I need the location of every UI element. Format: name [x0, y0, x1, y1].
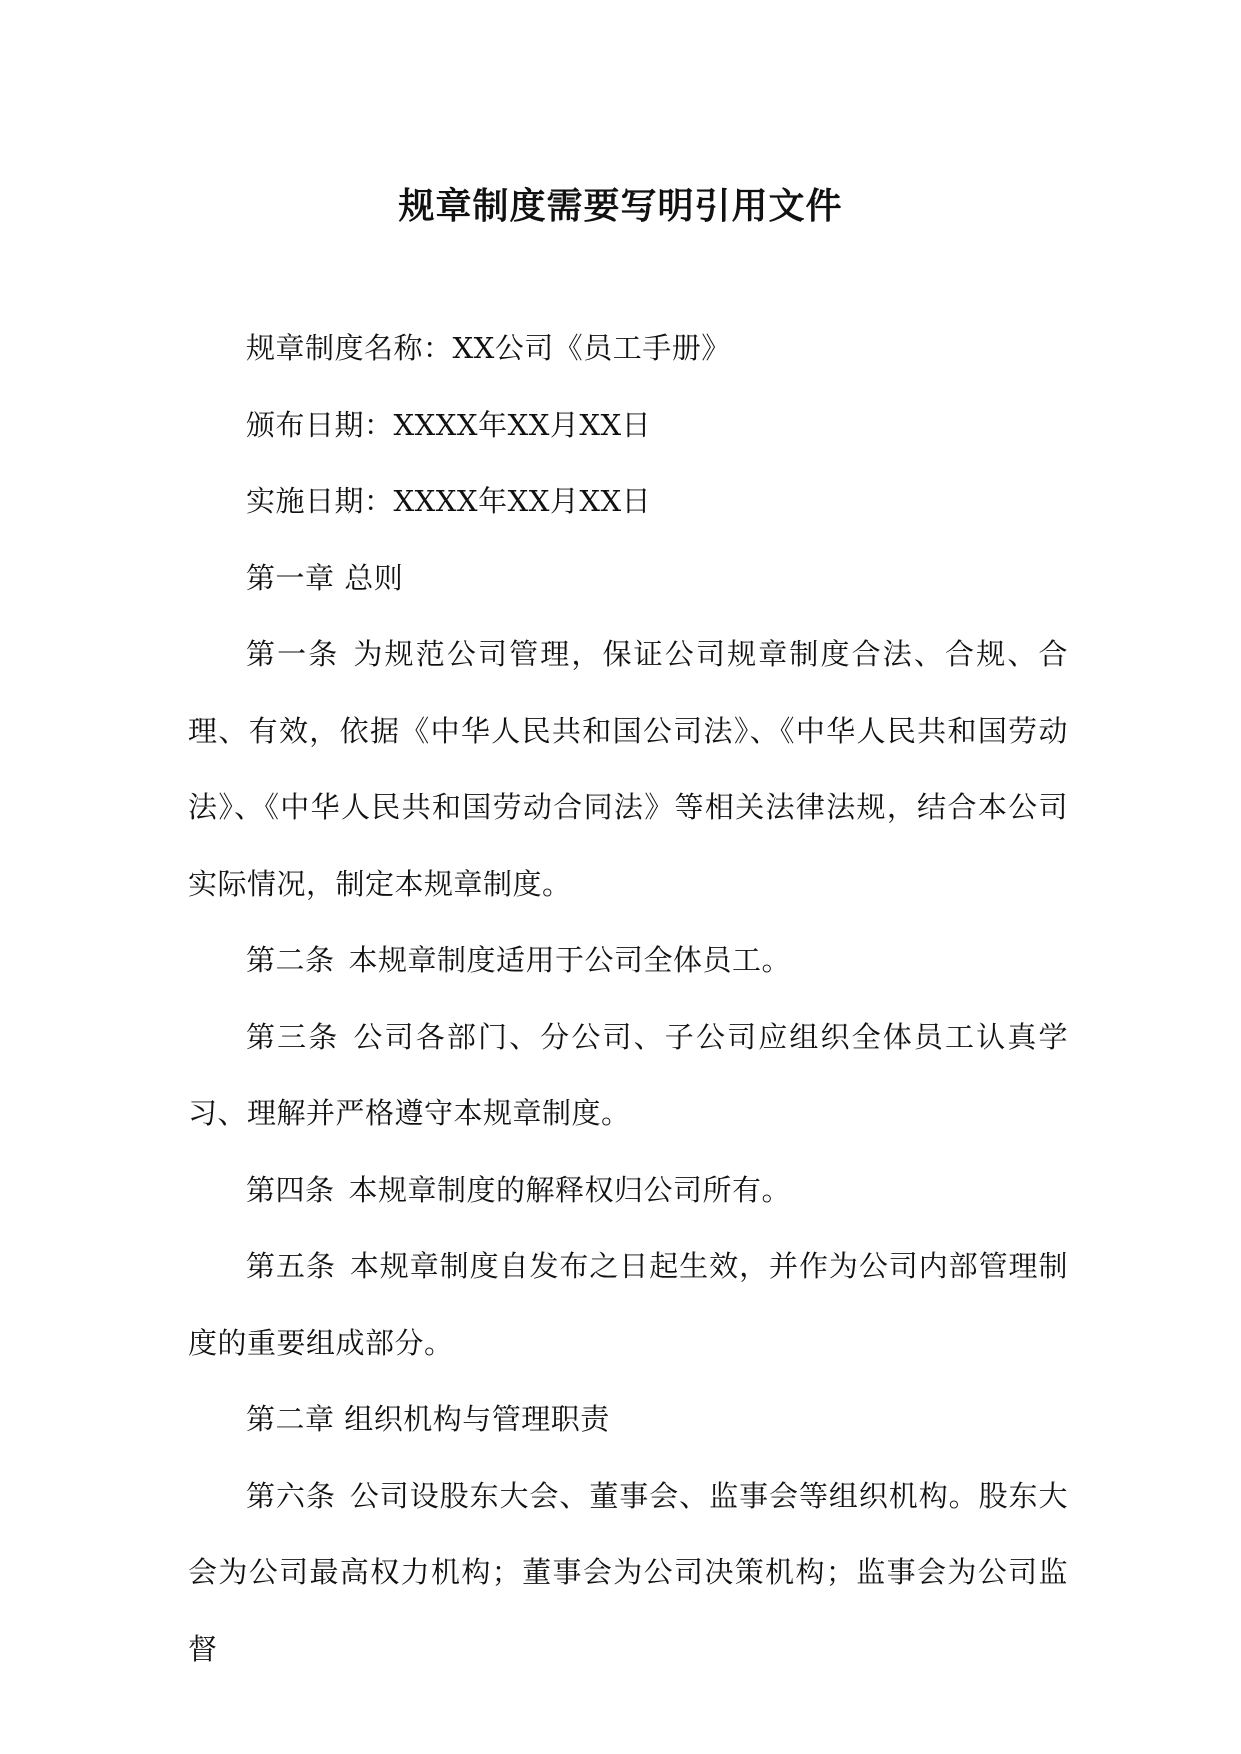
- article-number: 第二条: [246, 943, 335, 977]
- effective-date: 实施日期：XXXX年XX月XX日: [246, 484, 652, 518]
- document-title: 规章制度需要写明引用文件: [398, 186, 843, 227]
- article-6: [188, 1458, 1068, 1688]
- article-text: 本规章制度自发布之日起生效，并作为公司内部管理制度的重要组成部分。: [188, 1249, 1068, 1360]
- article-text: 为规范公司管理，保证公司规章制度合法、合规、合理、有效，依据《中华人民共和国公司法》、《中华人民共和国劳动法》、《中华人民共和国劳动合同法》等相关法律法规，结合本公司实际情况，制定本规章制度。: [188, 637, 1068, 901]
- article-2: [188, 922, 1068, 999]
- article-number: 第三条: [246, 1019, 340, 1054]
- article-number: 第四条: [246, 1172, 335, 1207]
- article-3: [188, 999, 1068, 1152]
- chapter-heading: 第二章 组织机构与管理职责: [246, 1402, 610, 1436]
- article-number: 第六条: [246, 1478, 336, 1513]
- issue-date: 颁布日期：XXXX年XX月XX日: [246, 407, 652, 442]
- article-text: 本规章制度的解释权归公司所有。: [348, 1172, 792, 1207]
- chapter-heading: 第一章 总则: [246, 560, 404, 595]
- article-text: 本规章制度适用于公司全体员工。: [348, 943, 792, 977]
- article-text: 公司各部门、分公司、子公司应组织全体员工认真学习、理解并严格遵守本规章制度。: [188, 1019, 1068, 1130]
- article-number: 第五条: [246, 1249, 336, 1283]
- article-1: [188, 616, 1068, 922]
- article-number: 第一条: [246, 637, 340, 671]
- article-text: 公司设股东大会、董事会、监事会等组织机构。股东大会为公司最高权力机构；董事会为公司决策机构；监事会为公司监督: [188, 1478, 1068, 1666]
- article-4: [188, 1152, 1068, 1229]
- article-5: [188, 1228, 1068, 1381]
- regulation-name: 规章制度名称：XX公司《员工手册》: [246, 331, 731, 365]
- document-body: [188, 310, 1068, 1687]
